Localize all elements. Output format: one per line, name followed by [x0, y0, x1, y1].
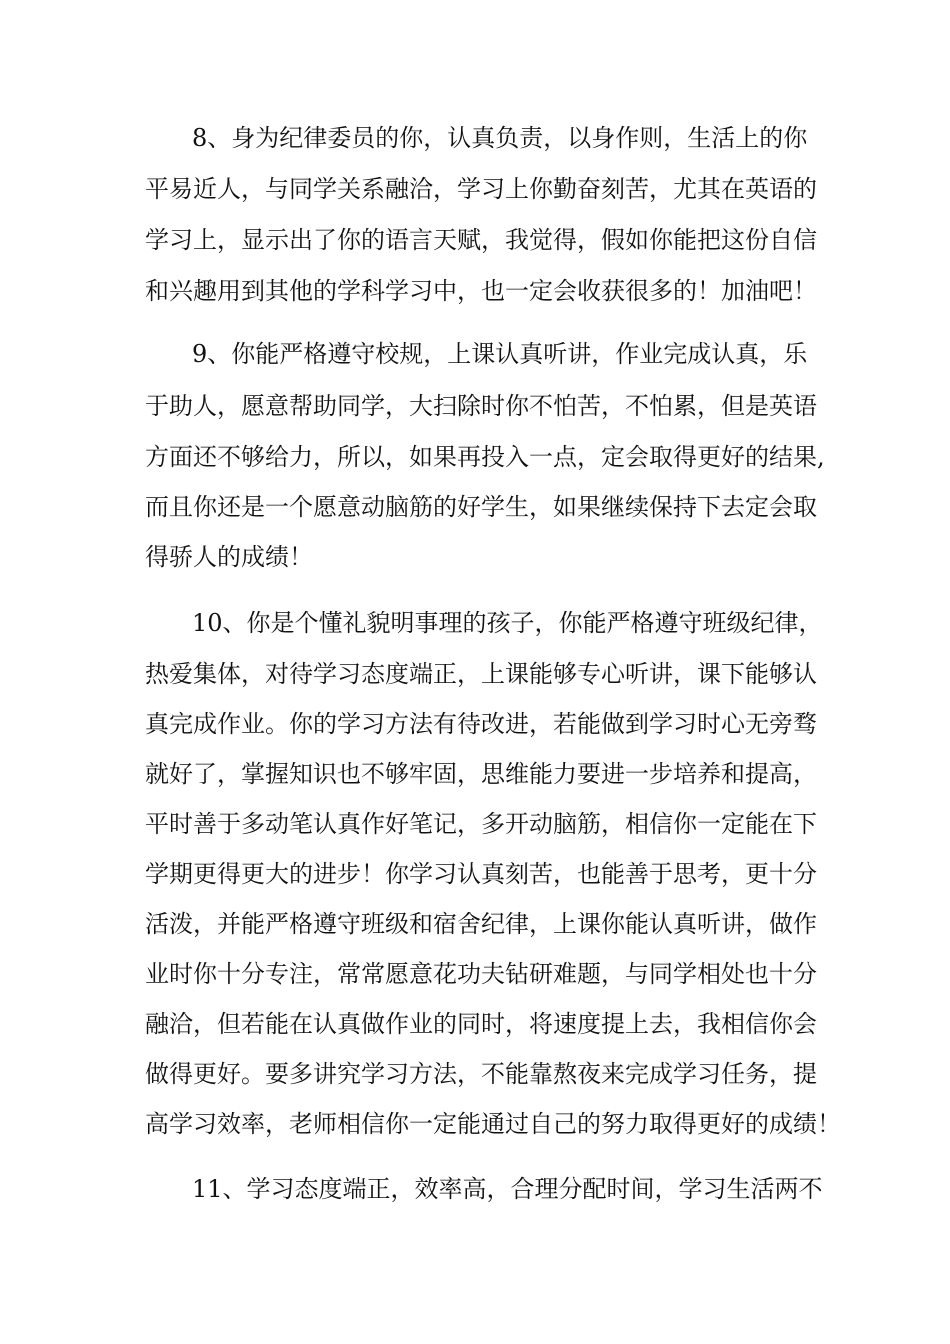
- text-line: 高学习效率，老师相信你一定能通过自己的努力取得更好的成绩！: [145, 1110, 841, 1138]
- text-line: 业时你十分专注，常常愿意花功夫钻研难题，与同学相处也十分: [145, 960, 817, 988]
- text-line: 就好了，掌握知识也不够牢固，思维能力要进一步培养和提高，: [145, 760, 817, 788]
- text-line: 方面还不够给力，所以，如果再投入一点，定会取得更好的结果,: [145, 443, 825, 471]
- text-line: 真完成作业。你的学习方法有待改进，若能做到学习时心无旁骛: [145, 710, 817, 738]
- text-line: 得骄人的成绩！: [145, 543, 313, 571]
- text-line: 做得更好。要多讲究学习方法，不能靠熬夜来完成学习任务，提: [145, 1060, 817, 1088]
- text-line: 平易近人，与同学关系融洽，学习上你勤奋刻苦，尤其在英语的: [145, 175, 817, 203]
- text-line: 而且你还是一个愿意动脑筋的好学生，如果继续保持下去定会取: [145, 493, 817, 521]
- text-line: 平时善于多动笔认真作好笔记，多开动脑筋，相信你一定能在下: [145, 810, 817, 838]
- text-line: 热爱集体，对待学习态度端正，上课能够专心听讲，课下能够认: [145, 660, 817, 688]
- text-line: 11、学习态度端正，效率高，合理分配时间，学习生活两不: [192, 1175, 823, 1203]
- text-line: 学期更得更大的进步！你学习认真刻苦，也能善于思考，更十分: [145, 860, 817, 888]
- text-line: 和兴趣用到其他的学科学习中，也一定会收获很多的！加油吧！: [145, 277, 817, 305]
- text-line: 融洽，但若能在认真做作业的同时，将速度提上去，我相信你会: [145, 1010, 817, 1038]
- text-line: 于助人，愿意帮助同学，大扫除时你不怕苦，不怕累，但是英语: [145, 392, 817, 420]
- text-line: 活泼，并能严格遵守班级和宿舍纪律，上课你能认真听讲，做作: [145, 910, 817, 938]
- text-line: 8、身为纪律委员的你，认真负责，以身作则，生活上的你: [192, 124, 808, 152]
- text-line: 学习上，显示出了你的语言天赋，我觉得，假如你能把这份自信: [145, 226, 817, 254]
- text-line: 9、你能严格遵守校规，上课认真听讲，作业完成认真，乐: [192, 340, 808, 368]
- text-line: 10、你是个懂礼貌明事理的孩子，你能严格遵守班级纪律，: [192, 609, 823, 637]
